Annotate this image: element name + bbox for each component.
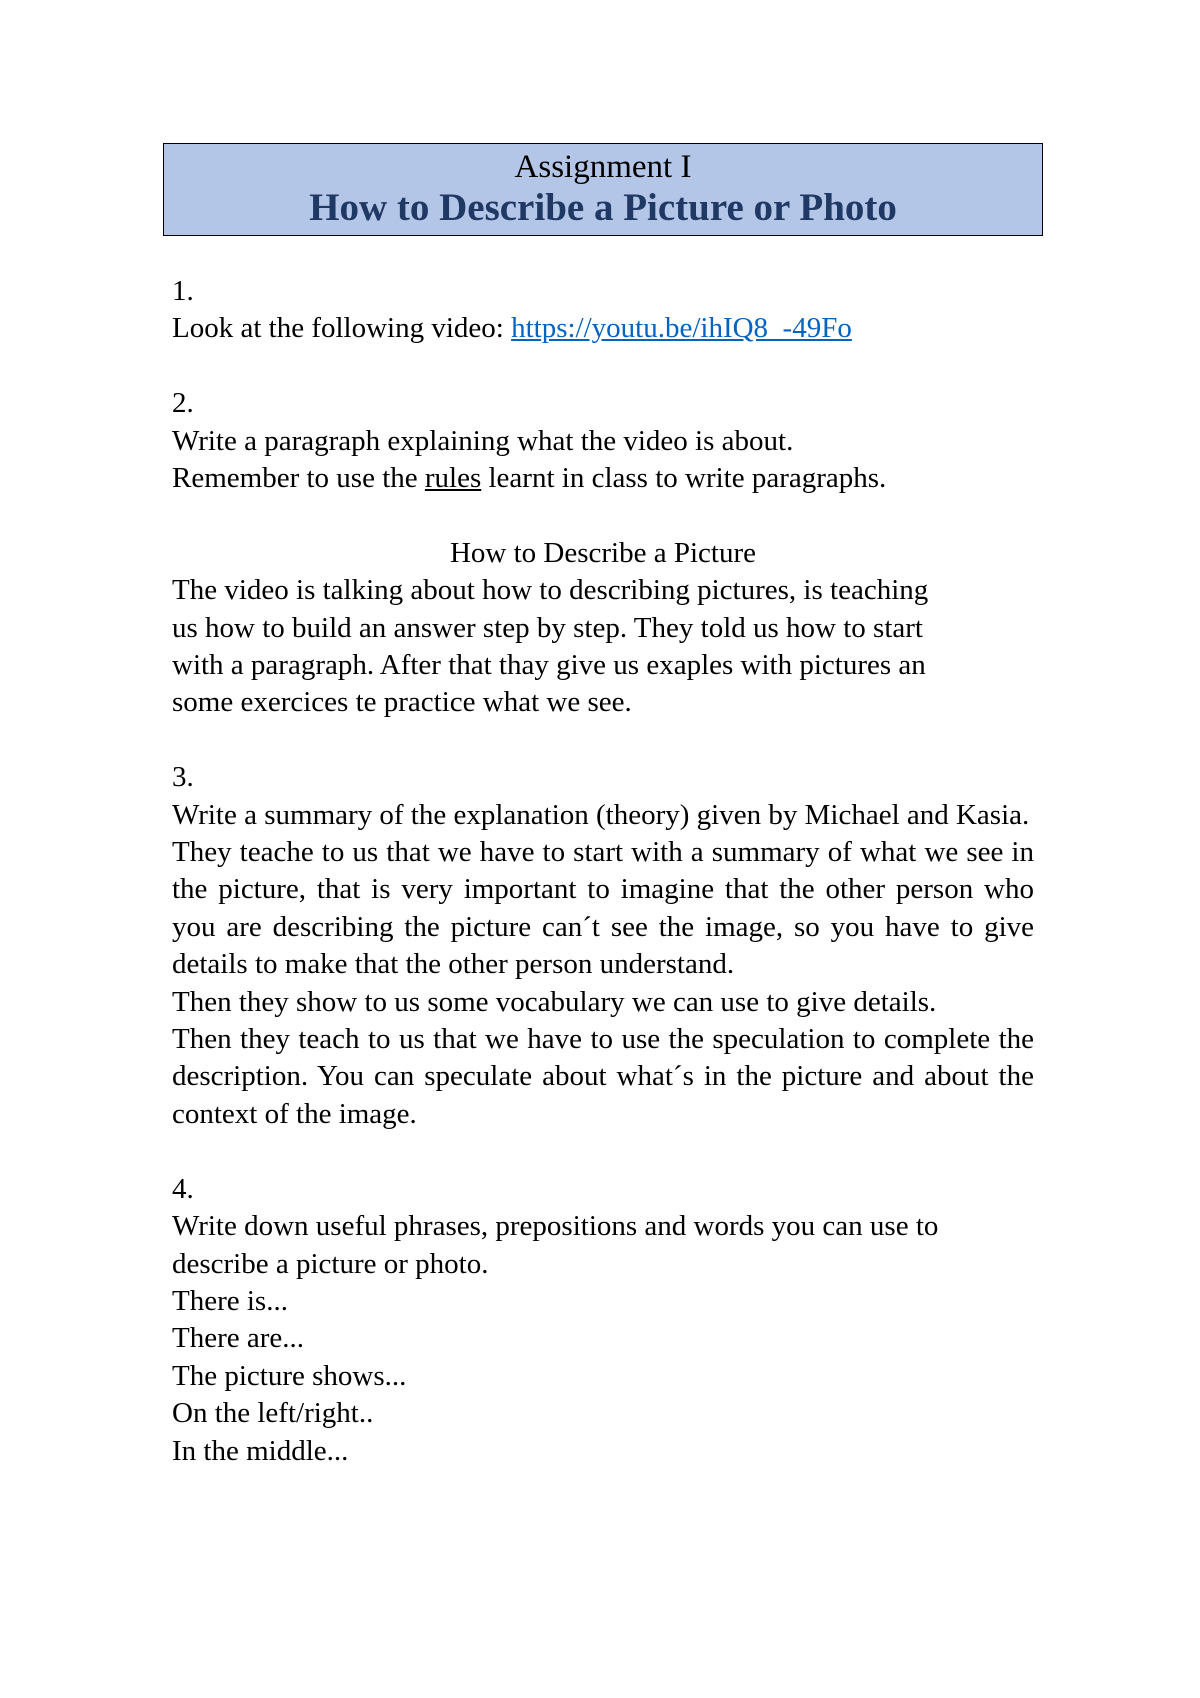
q2-answer-line: some exercices te practice what we see.: [172, 686, 632, 719]
assignment-kicker: Assignment I: [514, 149, 692, 185]
video-link[interactable]: https://youtu.be/ihIQ8_-49Fo: [511, 312, 852, 345]
q2-answer-line: The video is talking about how to describing pictures, is teaching: [172, 574, 929, 607]
q4-phrase: On the left/right..: [172, 1397, 374, 1430]
assignment-title: How to Describe a Picture or Photo: [309, 186, 897, 229]
q3-prompt: Write a summary of the explanation (theory) given by Michael and Kasia.: [172, 798, 1030, 831]
q3-paragraph-2: Then they show to us some vocabulary we can use to give details.: [172, 985, 937, 1018]
assignment-header: [163, 143, 1043, 236]
q4-phrase: There is...: [172, 1284, 288, 1317]
q2-answer-title: How to Describe a Picture: [449, 536, 756, 569]
q2-answer-line: us how to build an answer step by step. They told us how to start: [172, 611, 923, 644]
q1-number: 1.: [172, 275, 194, 307]
q2-line1: Write a paragraph explaining what the video is about.: [172, 424, 794, 457]
q4-prompt: Write down useful phrases, prepositions and words you can use to describe a picture or photo.: [172, 1210, 939, 1280]
q2-line2-post: learnt in class to write paragraphs.: [481, 462, 887, 495]
q4-phrase: In the middle...: [172, 1434, 349, 1467]
q3-number: 3.: [172, 761, 194, 794]
q1-text: Look at the following video:: [172, 312, 512, 345]
q2-number: 2.: [172, 387, 194, 420]
q4-phrase: The picture shows...: [172, 1359, 407, 1392]
q2-line2: [172, 460, 1034, 497]
q3-paragraph-3: Then they teach to us that we have to use the speculation to complete the description. You can speculate about what´s in the picture and about the context of the image.: [172, 1023, 1034, 1130]
q2-rules-word: rules: [424, 462, 482, 495]
q1-instruction: [172, 310, 1034, 347]
document-body: [172, 273, 1034, 1470]
q4-phrase: There are...: [172, 1322, 305, 1355]
q4-number: 4.: [172, 1172, 194, 1205]
q2-answer-line: with a paragraph. After that thay give us exaples with pictures an: [172, 649, 926, 682]
q3-paragraph-1: They teache to us that we have to start with a summary of what we see in the picture, that is very important to imagine that the other person who you are describing the picture can´t see the image, so you have to give details to make that the other person understand.: [172, 836, 1034, 981]
q2-line2-pre: Remember to use the: [172, 462, 425, 495]
